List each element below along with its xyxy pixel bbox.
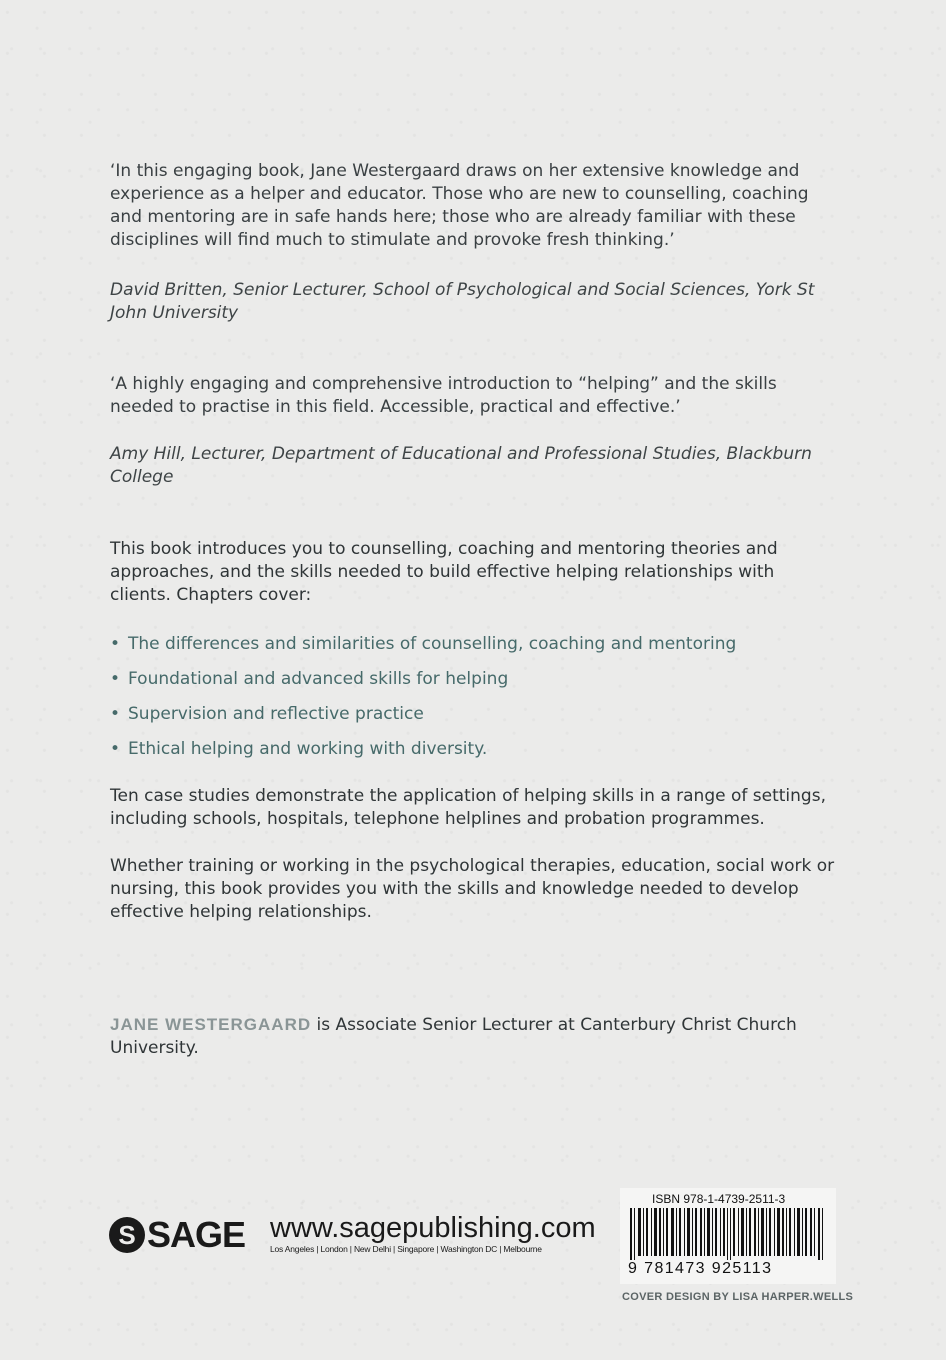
bullet-icon: • — [110, 704, 121, 724]
quote-2-text: ‘A highly engaging and comprehensive introduction to “helping” and the skills needed to practise in this field. Accessible, practical and effective.’ — [110, 374, 777, 417]
sage-s-icon: S — [109, 1217, 145, 1253]
barcode-digits: 9 781473 925113 — [628, 1260, 773, 1277]
list-item: • Ethical helping and working with diversity. — [110, 739, 488, 759]
publisher-cities: Los Angeles | London | New Delhi | Singapore | Washington DC | Melbourne — [270, 1244, 542, 1254]
case-studies-paragraph: Ten case studies demonstrate the application of helping skills in a range of settings, including schools, hospitals, telephone helplines and probation programmes. — [110, 786, 826, 829]
sage-wordmark: SAGE — [147, 1214, 246, 1255]
intro-paragraph: This book introduces you to counselling, coaching and mentoring theories and approaches, and the skills needed to build effective helping relationships with clients. Chapters cover: — [110, 539, 778, 605]
sage-logo — [109, 1213, 245, 1257]
author-name: JANE WESTERGAARD — [110, 1015, 312, 1034]
author-bio — [110, 1013, 836, 1060]
barcode — [620, 1188, 836, 1284]
quote-2-attribution: Amy Hill, Lecturer, Department of Educational and Professional Studies, Blackburn College — [110, 444, 812, 487]
closing-paragraph: Whether training or working in the psychological therapies, education, social work or nursing, this book provides you with the skills and knowledge needed to develop effective helping relationships. — [110, 856, 835, 922]
chapter-list — [110, 633, 836, 773]
quote-1-text: ‘In this engaging book, Jane Westergaard draws on her extensive knowledge and experience as a helper and educator. Those who are new to counselling, coaching and mentoring are in safe hands here; those who are already familiar with these disciplines will find much to stimulate and provoke fresh thinking.’ — [110, 161, 809, 250]
bullet-icon: • — [110, 634, 121, 654]
list-item: • Foundational and advanced skills for helping — [110, 669, 509, 689]
quote-1-attribution: David Britten, Senior Lecturer, School of Psychological and Social Sciences, York St John University — [110, 280, 815, 323]
bullet-icon: • — [110, 669, 121, 689]
list-item: • The differences and similarities of counselling, coaching and mentoring — [110, 634, 737, 654]
barcode-bars-icon — [626, 1208, 830, 1260]
publisher-url[interactable]: www.sagepublishing.com — [270, 1212, 596, 1244]
isbn-text: ISBN 978-1-4739-2511-3 — [652, 1192, 786, 1206]
bullet-icon: • — [110, 739, 121, 759]
list-item: • Supervision and reflective practice — [110, 704, 424, 724]
author-bio-text: is Associate Senior Lecturer at Canterbury Christ Church University. — [110, 1015, 797, 1058]
cover-credit: COVER DESIGN BY LISA HARPER.WELLS — [622, 1291, 854, 1303]
